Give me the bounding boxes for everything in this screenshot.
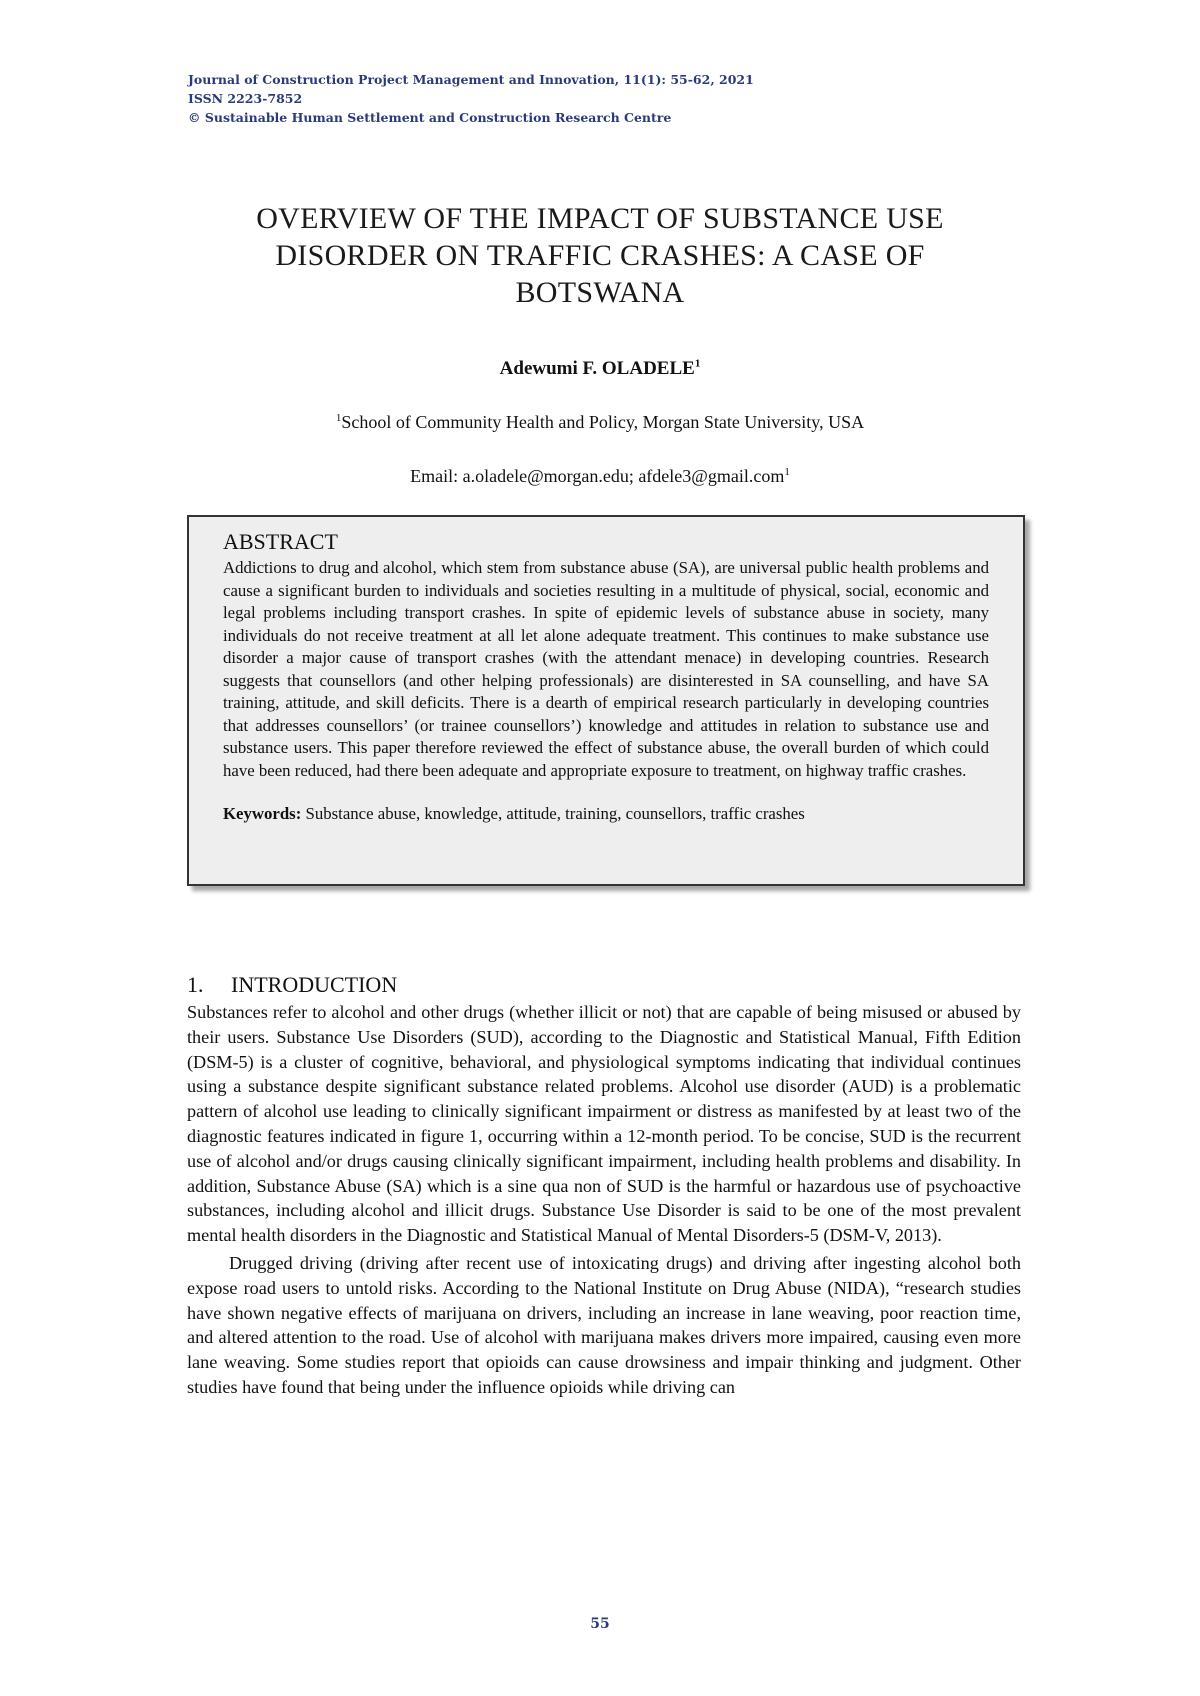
abstract-text: Addictions to drug and alcohol, which stem from substance abuse (SA), are universal public health problems and cause a significant burden to individuals and societies resulting in a multitude of physical, social, economic and legal problems including transport crashes. In spite of epidemic levels of substance abuse in society, many individuals do not receive treatment at all let alone adequate treatment. This continues to make substance use disorder a major cause of transport crashes (with the attendant menace) in developing countries. Research suggests that counsellors (and other helping professionals) are disinterested in SA counselling, and have SA training, attitude, and skill deficits. There is a dearth of empirical research particularly in developing countries that addresses counsellors’ (or trainee counsellors’) knowledge and attitudes in relation to substance use and substance users. This paper therefore reviewed the effect of substance abuse, the overall burden of which could have been reduced, had there been adequate and appropriate exposure to treatment, on highway traffic crashes. [223,558,989,780]
abstract-heading: ABSTRACT [223,529,338,554]
author-line [150,358,1050,380]
section-heading [187,972,1021,998]
title-line-1: OVERVIEW OF THE IMPACT OF SUBSTANCE USE [256,202,944,235]
affiliation-text: School of Community Health and Policy, Morgan State University, USA [341,412,865,432]
section-title: INTRODUCTION [231,972,398,997]
title-line-3: BOTSWANA [515,276,685,309]
intro-paragraph-2: Drugged driving (driving after recent use of intoxicating drugs) and driving after ingesting alcohol both expose road users to untold risks. According to the National Institute on Drug Abuse (NIDA), “research studies have shown negative effects of marijuana on drivers, including an increase in lane weaving, poor reaction time, and altered attention to the road. Use of alcohol with marijuana makes drivers more impaired, causing even more lane weaving. Some studies report that opioids can cause drowsiness and impair thinking and judgment. Other studies have found that being under the influence opioids while driving can [187,1252,1021,1397]
affiliation-line [150,412,1050,433]
keywords-line [223,804,989,824]
affiliation-marker: 1 [335,412,342,424]
journal-header [188,70,754,127]
journal-issn: ISSN 2223-7852 [188,91,303,106]
keywords-text: Substance abuse, knowledge, attitude, training, counsellors, traffic crashes [305,804,805,823]
journal-citation: Journal of Construction Project Management and Innovation, 11(1): 55-62, 2021 [188,72,754,87]
keywords-label: Keywords: [223,804,302,823]
email-marker: 1 [784,466,790,478]
intro-paragraph-1: Substances refer to alcohol and other drugs (whether illicit or not) that are capable of being misused or abused by their users. Substance Use Disorders (SUD), according to the Diagnostic and Statistical Manual, Fifth Edition (DSM-5) is a cluster of cognitive, behavioral, and physiological symptoms indicating that individual continues using a substance despite significant substance related problems. Alcohol use disorder (AUD) is a problematic pattern of alcohol use leading to clinically significant impairment or distress as manifested by at least two of the diagnostic features indicated in figure 1, occurring within a 12-month period. To be concise, SUD is the recurrent use of alcohol and/or drugs causing clinically significant impairment, including health problems and disability. In addition, Substance Abuse (SA) which is a sine qua non of SUD is the harmful or hazardous use of psychoactive substances, including alcohol and illicit drugs. Substance Use Disorder is said to be one of the most prevalent mental health disorders in the Diagnostic and Statistical Manual of Mental Disorders-5 (DSM-V, 2013). [187,1002,1021,1246]
author-marker: 1 [694,357,701,370]
title-line-2: DISORDER ON TRAFFIC CRASHES: A CASE OF [275,239,925,272]
author-name: Adewumi F. OLADELE [499,358,695,379]
abstract-box [187,515,1025,886]
section-number: 1. [187,972,204,997]
page-number: 55 [590,1616,610,1632]
email-text: Email: a.oladele@morgan.edu; afdele3@gmail.com [410,466,785,486]
email-line [150,466,1050,487]
introduction-section [187,972,1021,1400]
journal-copyright: © Sustainable Human Settlement and Construction Research Centre [188,110,672,125]
paper-title [150,200,1050,311]
